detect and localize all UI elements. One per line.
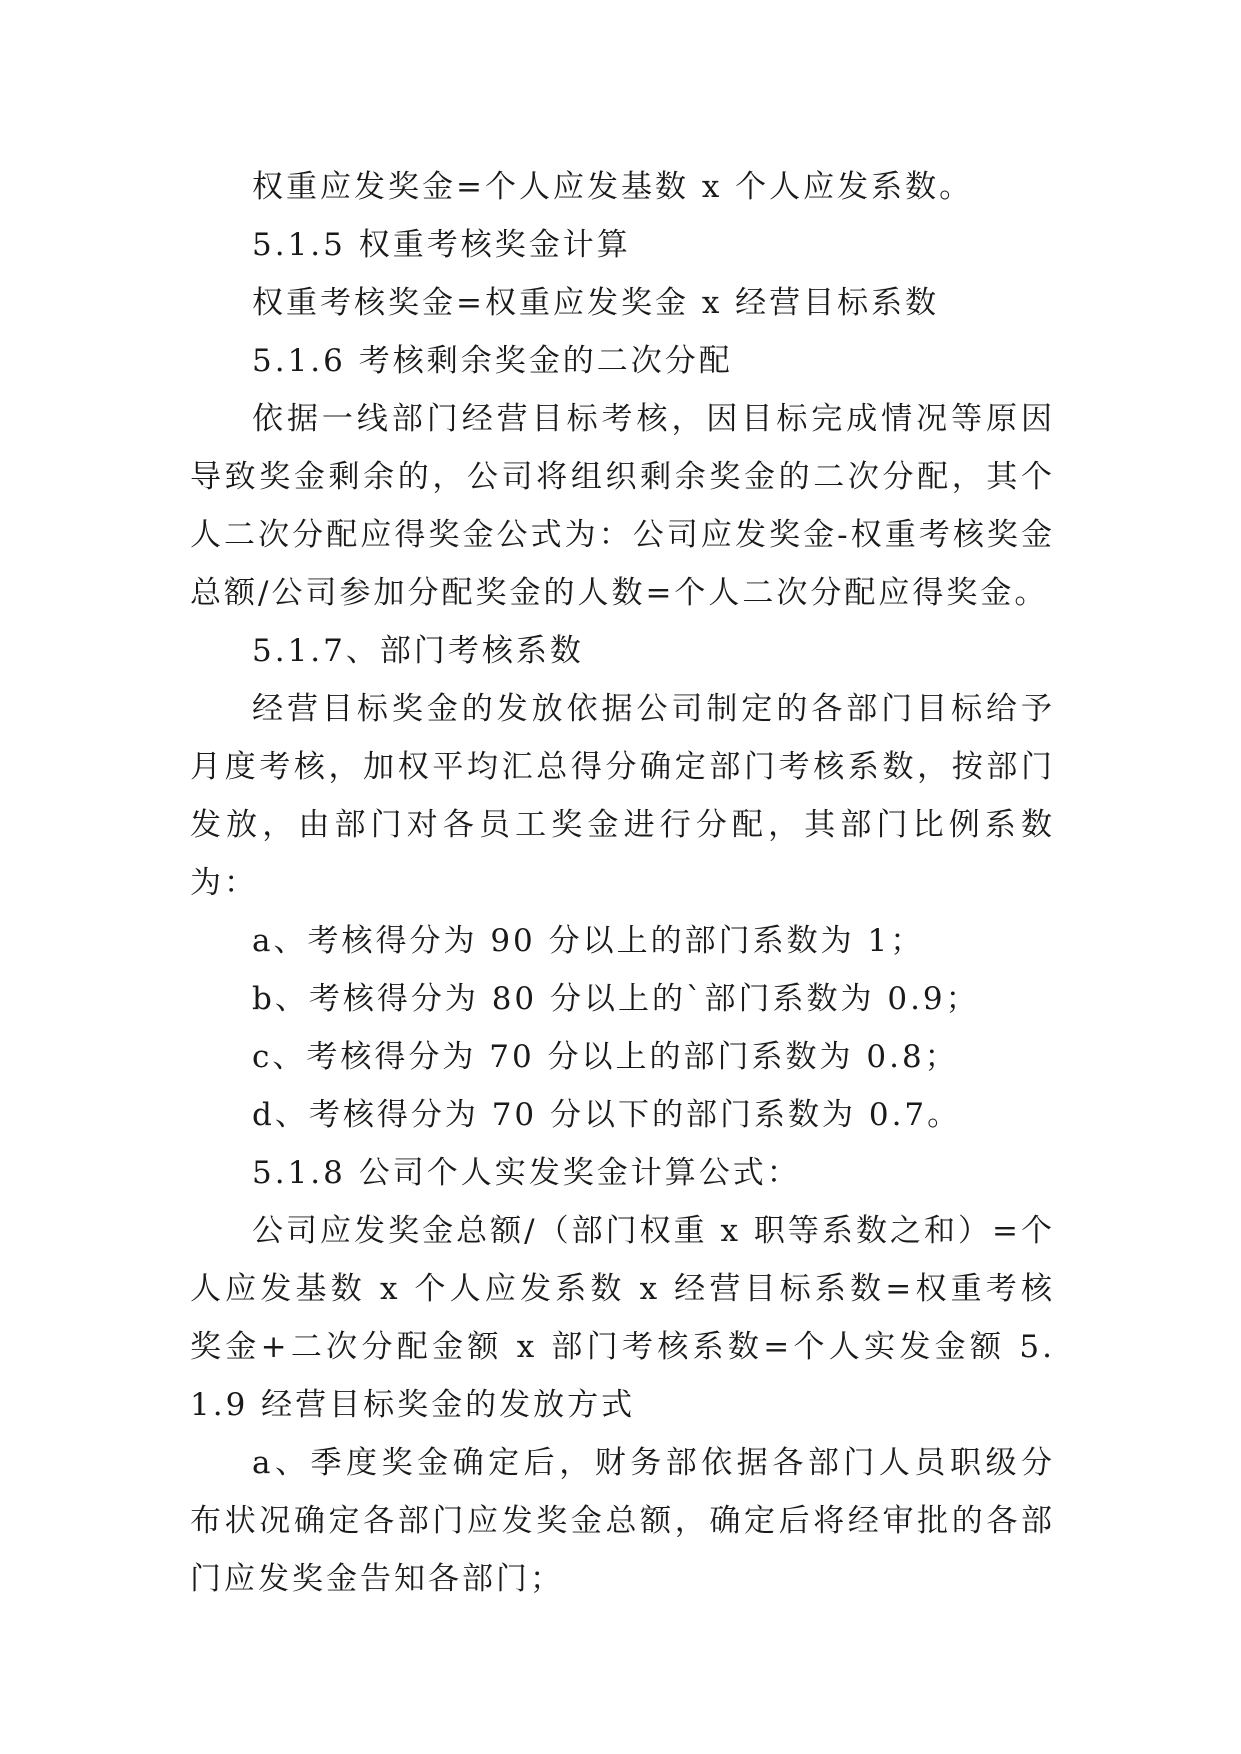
paragraph-department-coefficient: 经营目标奖金的发放依据公司制定的各部门目标给予月度考核，加权平均汇总得分确定部门考核系数，按部门发放，由部门对各员工奖金进行分配，其部门比例系数为：	[190, 691, 1055, 901]
document-body	[190, 158, 1055, 1608]
section-heading-5-1-7: 5.1.7、部门考核系数	[252, 633, 584, 669]
section-heading-5-1-5: 5.1.5 权重考核奖金计算	[252, 227, 631, 263]
list-item-c: c、考核得分为 70 分以上的部门系数为 0.8；	[252, 1039, 959, 1075]
list-item-a: a、考核得分为 90 分以上的部门系数为 1；	[252, 923, 925, 959]
section-heading-5-1-8: 5.1.8 公司个人实发奖金计算公式：	[252, 1155, 801, 1191]
paragraph-actual-bonus-formula: 公司应发奖金总额/（部门权重 x 职等系数之和）=个人应发基数 x 个人应发系数 x 经营目标系数=权重考核奖金+二次分配金额 x 部门考核系数=个人实发金额 5.1.9 经营目标奖金的发放方式	[190, 1213, 1055, 1423]
list-item-d: d、考核得分为 70 分以下的部门系数为 0.7。	[252, 1097, 962, 1133]
paragraph-secondary-distribution: 依据一线部门经营目标考核，因目标完成情况等原因导致奖金剩余的，公司将组织剩余奖金的二次分配，其个人二次分配应得奖金公式为：公司应发奖金-权重考核奖金总额/公司参加分配奖金的人数=个人二次分配应得奖金。	[190, 401, 1055, 611]
paragraph-weighted-bonus-formula: 权重应发奖金=个人应发基数 x 个人应发系数。	[252, 169, 974, 205]
list-item-b: b、考核得分为 80 分以上的`部门系数为 0.9；	[252, 981, 980, 1017]
paragraph-weighted-assessment-formula: 权重考核奖金=权重应发奖金 x 经营目标系数	[252, 285, 940, 321]
section-heading-5-1-6: 5.1.6 考核剩余奖金的二次分配	[252, 343, 733, 379]
paragraph-quarterly-bonus: a、季度奖金确定后，财务部依据各部门人员职级分布状况确定各部门应发奖金总额，确定后将经审批的各部门应发奖金告知各部门；	[190, 1445, 1055, 1597]
